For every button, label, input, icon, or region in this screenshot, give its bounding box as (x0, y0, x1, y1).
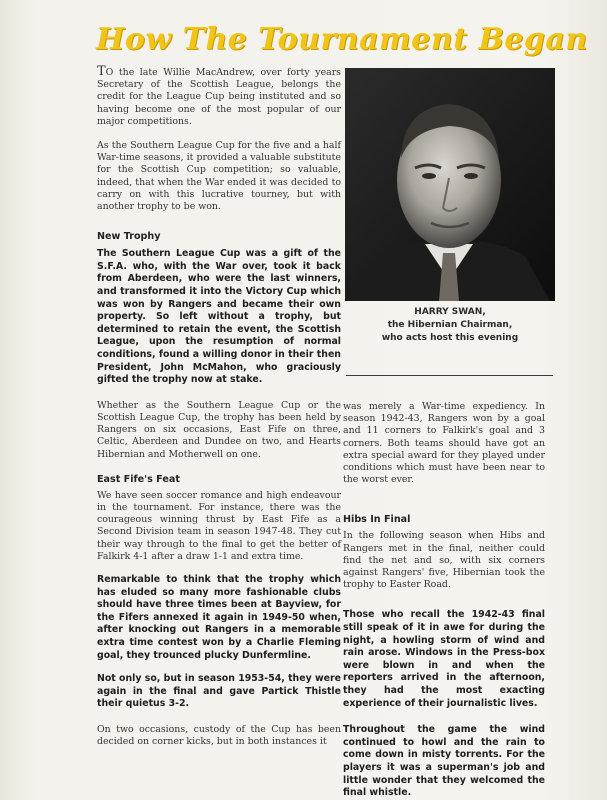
trophy-holders-paragraph: Whether as the Southern League Cup or the Scottish League Cup, the trophy has been held by Rangers on six occasions, East Fife on three, Celtic, Aberdeen and Dundee on two, and Hearts Hibernian and Motherwell on one. (97, 399, 341, 460)
heading-east-fife: East Fife's Feat (97, 473, 180, 485)
drop-cap: T (97, 64, 106, 79)
photo-caption (345, 306, 555, 345)
caption-title: the Hibernian Chairman, (387, 320, 513, 330)
final-whistle-bold-paragraph: Throughout the game the wind continued to howl and the rain to come down in misty torrents. For the players it was a superman's job and little wonder that they welcomed the final whistle. (343, 724, 545, 799)
corner-kicks-paragraph: On two occasions, custody of the Cup has been decided on corner kicks, but in both instances it (97, 723, 341, 748)
storm-bold-paragraph: Those who recall the 1942-43 final still speak of it in awe for during the night, a howling storm of wind and rain arose. Windows in the Press-box were blown in and when the reporters arrived in the afternoon, they had the most exacting experience of their journalistic lives. (343, 609, 545, 709)
right-column (343, 401, 545, 800)
partick-bold-paragraph: Not only so, but in season 1953-54, they were again in the final and gave Partick Thistle their quietus 3-2. (97, 673, 341, 710)
left-column (97, 66, 341, 748)
page-title: How The Tournament Began (96, 22, 588, 57)
divider-rule (346, 375, 553, 376)
heading-hibs-in-final: Hibs In Final (343, 514, 411, 526)
caption-note: who acts host this evening (381, 333, 519, 343)
bayview-bold-paragraph: Remarkable to think that the trophy which has eluded so many more fashionable clubs should have three times been at Bayview, for the Fifers annexed it again in 1949-50 when, after knocking out Rangers in a memorable extra time contest won by a Charlie Fleming goal, they trounced plucky Dunfermline. (97, 574, 341, 661)
intro-paragraph-1 (97, 66, 341, 128)
east-fife-paragraph: We have seen soccer romance and high endeavour in the tournament. For instance, there was the courageous winning thrust by East Fife as a Second Division team in season 1947-48. They cut their way through to the final to get the better of Falkirk 4-1 after a draw 1-1 and extra time. (97, 489, 341, 562)
hibs-final-paragraph: In the following season when Hibs and Rangers met in the final, neither could find the net and so, with six corners against Rangers' five, Hibernian took the trophy to Easter Road. (343, 530, 545, 591)
new-trophy-bold-paragraph: The Southern League Cup was a gift of the S.F.A. who, with the War over, took it back from Aberdeen, who were the last winners, and transformed it into the Victory Cup which was won by Rangers and became their own property. So left without a trophy, but determined to retain the event, the Scottish League, upon the resumption of normal conditions, found a willing donor in their then President, John McMahon, who graciously gifted the trophy now at stake. (97, 248, 341, 386)
wartime-paragraph: was merely a War-time expediency. In season 1942-43, Rangers won by a goal and 11 corners to Falkirk's goal and 3 corners. Both teams should have got an extra special award for they played under conditions which must have been near to the worst ever. (343, 401, 545, 486)
portrait-photo (345, 68, 555, 301)
portrait-image (345, 68, 555, 301)
intro-paragraph-1-text: O the late Willie MacAndrew, over forty years Secretary of the Scottish League, belongs the credit for the League Cup being instituted and so having become one of the most popular of our major competitions. (97, 67, 341, 127)
heading-new-trophy: New Trophy (97, 231, 161, 243)
caption-name: HARRY SWAN, (414, 307, 486, 317)
intro-paragraph-2: As the Southern League Cup for the five and a half War-time seasons, it provided a valuable substitute for the Scottish Cup competition; so valuable, indeed, that when the War ended it was decided to carry on with this lucrative tourney, but with another trophy to be won. (97, 140, 341, 213)
